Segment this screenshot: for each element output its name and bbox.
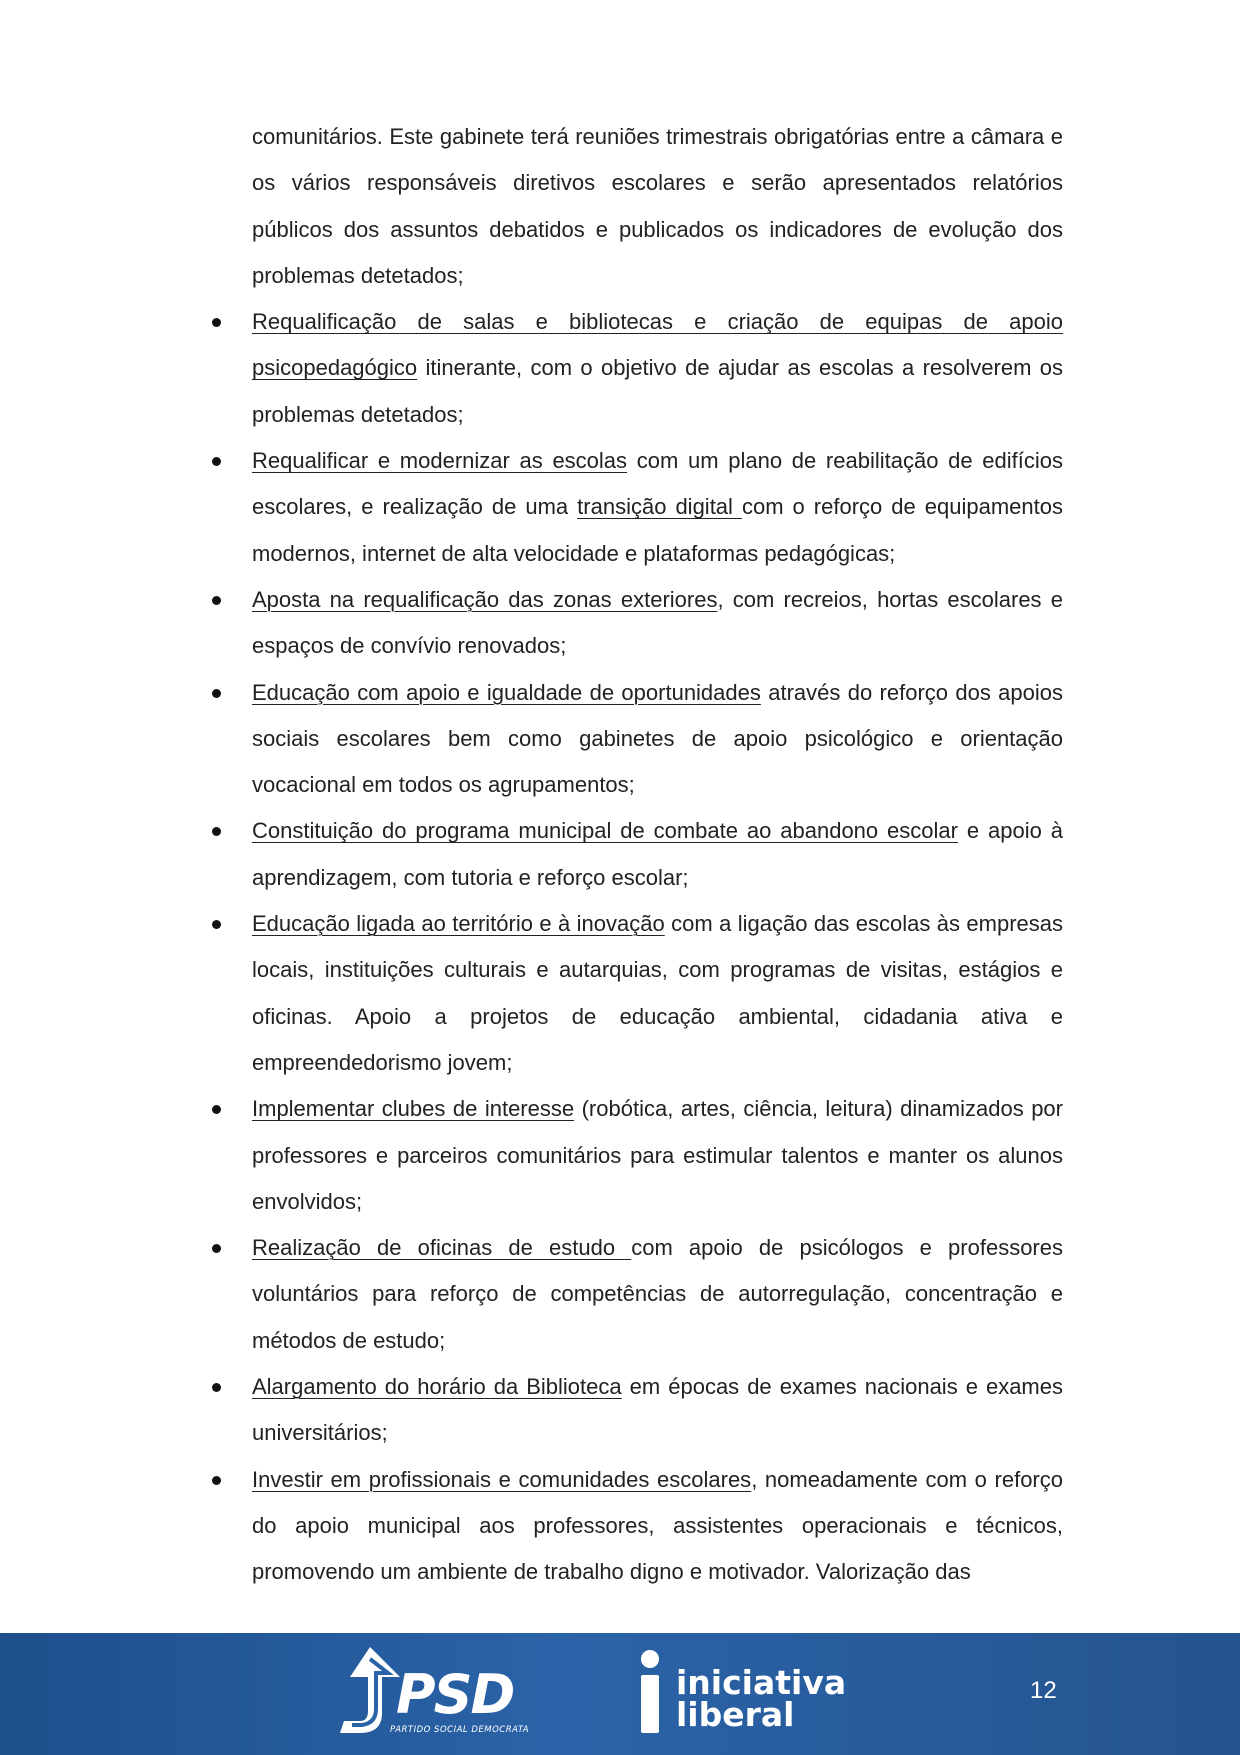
item-heading: Realização de oficinas de estudo (252, 1235, 632, 1261)
item-text: com um plano de reabilitação de edifícios escolares, e realização de uma (252, 448, 1063, 520)
il-logo-line1: iniciativa (676, 1663, 847, 1702)
list-item (252, 808, 1063, 901)
bullet-icon (212, 457, 221, 466)
item-text: , nomeadamente com o reforço do apoio municipal aos professores, assistentes operacionais e técnicos, promovendo um ambiente de trabalho digno e motivador. Valorização das (252, 1466, 1063, 1585)
item-text: , com recreios, hortas escolares e espaços de convívio renovados; (252, 586, 1063, 659)
item-heading: Investir em profissionais e comunidades escolares (252, 1466, 752, 1492)
list-item (252, 1457, 1063, 1596)
list-item (252, 1086, 1063, 1225)
bullet-icon (212, 1476, 221, 1485)
item-text: com a ligação das escolas às empresas locais, instituições culturais e autarquias, com programas de visitas, estágios e oficinas. Apoio a projetos de educação ambiental, cidadania ativa e empreendedorismo jovem; (252, 911, 1063, 1075)
intro-paragraph: comunitários. Este gabinete terá reuniões trimestrais obrigatórias entre a câmara e os vários responsáveis diretivos escolares e serão apresentados relatórios públicos dos assuntos debatidos e publicados os indicadores de evolução dos problemas detetados; (252, 124, 1063, 288)
il-logo-text (676, 1663, 847, 1734)
item-heading-secondary: transição digital (577, 494, 742, 520)
psd-logo-text: PSD (396, 1663, 514, 1726)
psd-logo-subtitle: PARTIDO SOCIAL DEMOCRATA (390, 1725, 530, 1735)
list-item (252, 1364, 1063, 1457)
bullet-icon (212, 318, 221, 327)
list-item (252, 299, 1063, 438)
il-i-icon (636, 1647, 666, 1737)
item-heading: Constituição do programa municipal de combate ao abandono escolar (252, 818, 958, 844)
bullet-icon (212, 1383, 221, 1392)
item-heading: Educação com apoio e igualdade de oportunidades (252, 679, 761, 705)
bullet-icon (212, 1244, 221, 1253)
bullet-icon (212, 920, 221, 929)
psd-logo (330, 1643, 540, 1743)
item-text: itinerante, com o objetivo de ajudar as escolas a resolverem os problemas detetados; (252, 355, 1063, 427)
item-text: (robótica, artes, ciência, leitura) dinamizados por professores e parceiros comunitários para estimular talentos e manter os alunos envolvidos; (252, 1096, 1063, 1214)
item-text: através do reforço dos apoios sociais escolares bem como gabinetes de apoio psicológico e orientação vocacional em todos os agrupamentos; (252, 679, 1063, 798)
list-item (252, 1225, 1063, 1364)
list-item (252, 438, 1063, 577)
item-heading: Implementar clubes de interesse (252, 1096, 575, 1122)
list-item (252, 670, 1063, 809)
item-text: em épocas de exames nacionais e exames universitários; (252, 1374, 1063, 1446)
page-number: 12 (1030, 1677, 1057, 1704)
page-footer (0, 1633, 1240, 1755)
item-heading: Educação ligada ao território e à inovação (252, 911, 665, 937)
item-heading: Aposta na requalificação das zonas exteriores (252, 586, 718, 612)
document-body (252, 114, 1063, 1596)
item-text-secondary: com o reforço de equipamentos modernos, internet de alta velocidade e plataformas pedagógicas; (252, 494, 1063, 566)
il-logo-line2: liberal (676, 1695, 795, 1734)
item-heading: Requalificar e modernizar as escolas (252, 448, 628, 474)
bullet-list (252, 299, 1063, 1595)
list-item (252, 901, 1063, 1086)
item-text: e apoio à aprendizagem, com tutoria e reforço escolar; (252, 818, 1063, 890)
item-text: com apoio de psicólogos e professores voluntários para reforço de competências de autorregulação, concentração e métodos de estudo; (252, 1235, 1063, 1353)
bullet-icon (212, 689, 221, 698)
bullet-icon (212, 596, 221, 605)
bullet-icon (212, 827, 221, 836)
item-heading: Requalificação de salas e bibliotecas e criação de equipas de apoio psicopedagógico (252, 309, 1063, 381)
bullet-icon (212, 1105, 221, 1114)
list-item (252, 577, 1063, 670)
iniciativa-liberal-logo (636, 1647, 847, 1743)
item-heading: Alargamento do horário da Biblioteca (252, 1374, 622, 1400)
